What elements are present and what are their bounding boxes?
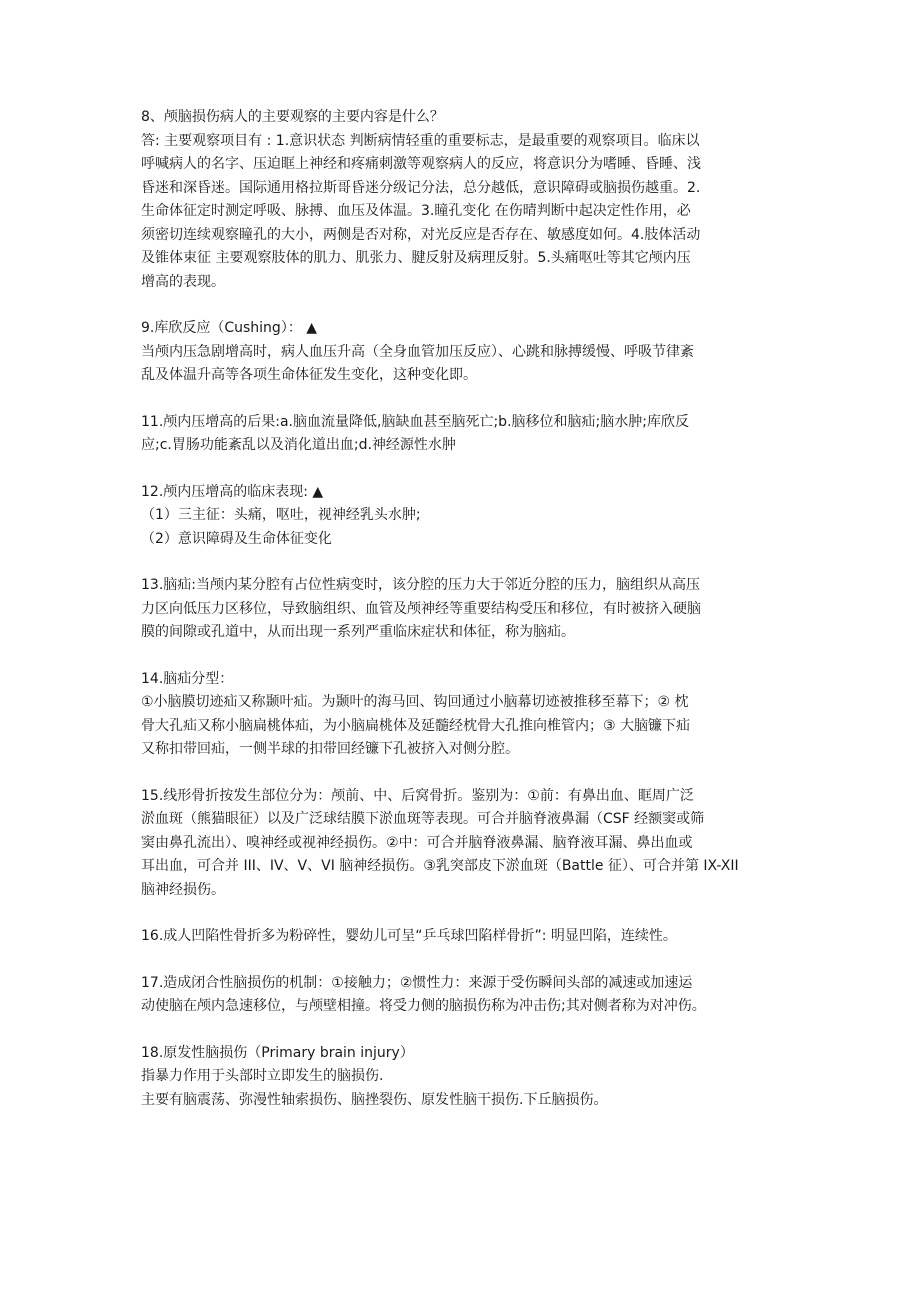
text-line: 须密切连续观察瞳孔的大小，两侧是否对称，对光反应是否存在、敏感度如何。4.肢体活动 [141,226,701,243]
text-line: 乱及体温升高等各项生命体征发生变化，这种变化即。 [141,367,477,383]
text-line: 指暴力作用于头部时立即发生的脑损伤. [141,1068,384,1084]
section-q17 [141,972,786,1019]
section-q15 [141,785,786,903]
paragraph-gap [141,1019,786,1042]
text-line: 动使脑在颅内急速移位，与颅壁相撞。将受力侧的脑损伤称为冲击伤;其对侧者称为对冲伤。 [141,998,706,1014]
text-line: 13.脑疝:当颅内某分腔有占位性病变时，该分腔的压力大于邻近分腔的压力，脑组织从高压 [141,577,700,593]
text-line: （1）三主征：头痛，呕吐，视神经乳头水肿; [141,507,421,523]
text-line: ①小脑膜切迹疝又称颞叶疝。为颞叶的海马回、钩回通过小脑幕切迹被推移至幕下；② 枕 [141,694,689,710]
section-q18 [141,1042,786,1113]
text-line: 8、颅脑损伤病人的主要观察的主要内容是什么？ [141,109,444,125]
text-line: 应;c.胃肠功能紊乱以及消化道出血;d.神经源性水肿 [141,437,456,453]
paragraph-gap [141,762,786,785]
paragraph-gap [141,294,786,317]
section-q14 [141,668,786,762]
document-page [141,106,786,1112]
section-q16 [141,925,786,949]
text-line: 脑神经损伤。 [141,881,225,898]
text-line: 12.颅内压增高的临床表现: ▲ [141,483,324,500]
text-line: 11.颅内压增高的后果:a.脑血流量降低,脑缺血甚至脑死亡;b.脑移位和脑疝;脑水肿;库欣反 [141,413,689,430]
text-line: 及锥体束征 主要观察肢体的肌力、肌张力、腱反射及病理反射。5.头痛呕吐等其它颅内压 [141,250,691,266]
text-line: 膜的间隙或孔道中，从而出现一系列严重临床症状和体征，称为脑疝。 [141,624,575,640]
text-line: 当颅内压急剧增高时，病人血压升高（全身血管加压反应）、心跳和脉搏缓慢、呼吸节律紊 [141,343,694,360]
text-line: 呼喊病人的名字、压迫眶上神经和疼痛刺激等观察病人的反应，将意识分为嗜睡、昏睡、浅 [141,156,701,172]
text-line: 答: 主要观察项目有 : 1.意识状态 判断病情轻重的重要标志，是最重要的观察项目。临床以 [141,132,700,149]
text-line: 增高的表现。 [141,273,225,290]
paragraph-gap [141,388,786,411]
text-line: 主要有脑震荡、弥漫性轴索损伤、脑挫裂伤、原发性脑干损伤.下丘脑损伤。 [141,1091,608,1108]
section-q9 [141,317,786,388]
text-line: 淤血斑（熊猫眼征）以及广泛球结膜下淤血斑等表现。可合并脑脊液鼻漏（CSF 经额窦或筛 [141,811,705,827]
text-line: 生命体征定时测定呼吸、脉搏、血压及体温。3.瞳孔变化 在伤晴判断中起决定性作用，必 [141,203,691,219]
text-line: 17.造成闭合性脑损伤的机制：①接触力；②惯性力：来源于受伤瞬间头部的减速或加速运 [141,974,693,991]
paragraph-gap [141,902,786,925]
section-q12 [141,481,786,552]
text-line: 16.成人凹陷性骨折多为粉碎性，婴幼儿可呈“乒乓球凹陷样骨折”: 明显凹陷，连续性。 [141,928,677,944]
text-line: 18.原发性脑损伤（Primary brain injury） [141,1044,414,1061]
text-line: 昏迷和深昏迷。国际通用格拉斯哥昏迷分级记分法，总分越低，意识障碍或脑损伤越重。2. [141,179,701,196]
text-line: （2）意识障碍及生命体征变化 [141,530,332,547]
text-line: 骨大孔疝又称小脑扁桃体疝，为小脑扁桃体及延髓经枕骨大孔推向椎管内；③ 大脑镰下疝 [141,717,690,734]
paragraph-gap [141,949,786,972]
text-line: 又称扣带回疝，一侧半球的扣带回经镰下孔被挤入对侧分腔。 [141,741,519,757]
text-line: 15.线形骨折按发生部位分为：颅前、中、后窝骨折。鉴别为：①前：有鼻出血、眶周广泛 [141,787,694,804]
paragraph-gap [141,551,786,574]
paragraph-gap [141,458,786,481]
section-q8 [141,106,786,294]
paragraph-gap [141,645,786,668]
text-line: 力区向低压力区移位，导致脑组织、血管及颅神经等重要结构受压和移位，有时被挤入硬脑 [141,600,701,617]
text-line: 9.库欣反应（Cushing）： ▲ [141,320,318,336]
text-line: 耳出血，可合并 III、IV、V、VI 脑神经损伤。③乳突部皮下淤血斑（Battle 征）、可合并第 IX-XII [141,858,739,874]
text-line: 14.脑疝分型： [141,670,234,687]
text-line: 窦由鼻孔流出）、嗅神经或视神经损伤。②中：可合并脑脊液鼻漏、脑脊液耳漏、鼻出血或 [141,834,693,851]
section-q11 [141,411,786,458]
section-q13 [141,574,786,645]
